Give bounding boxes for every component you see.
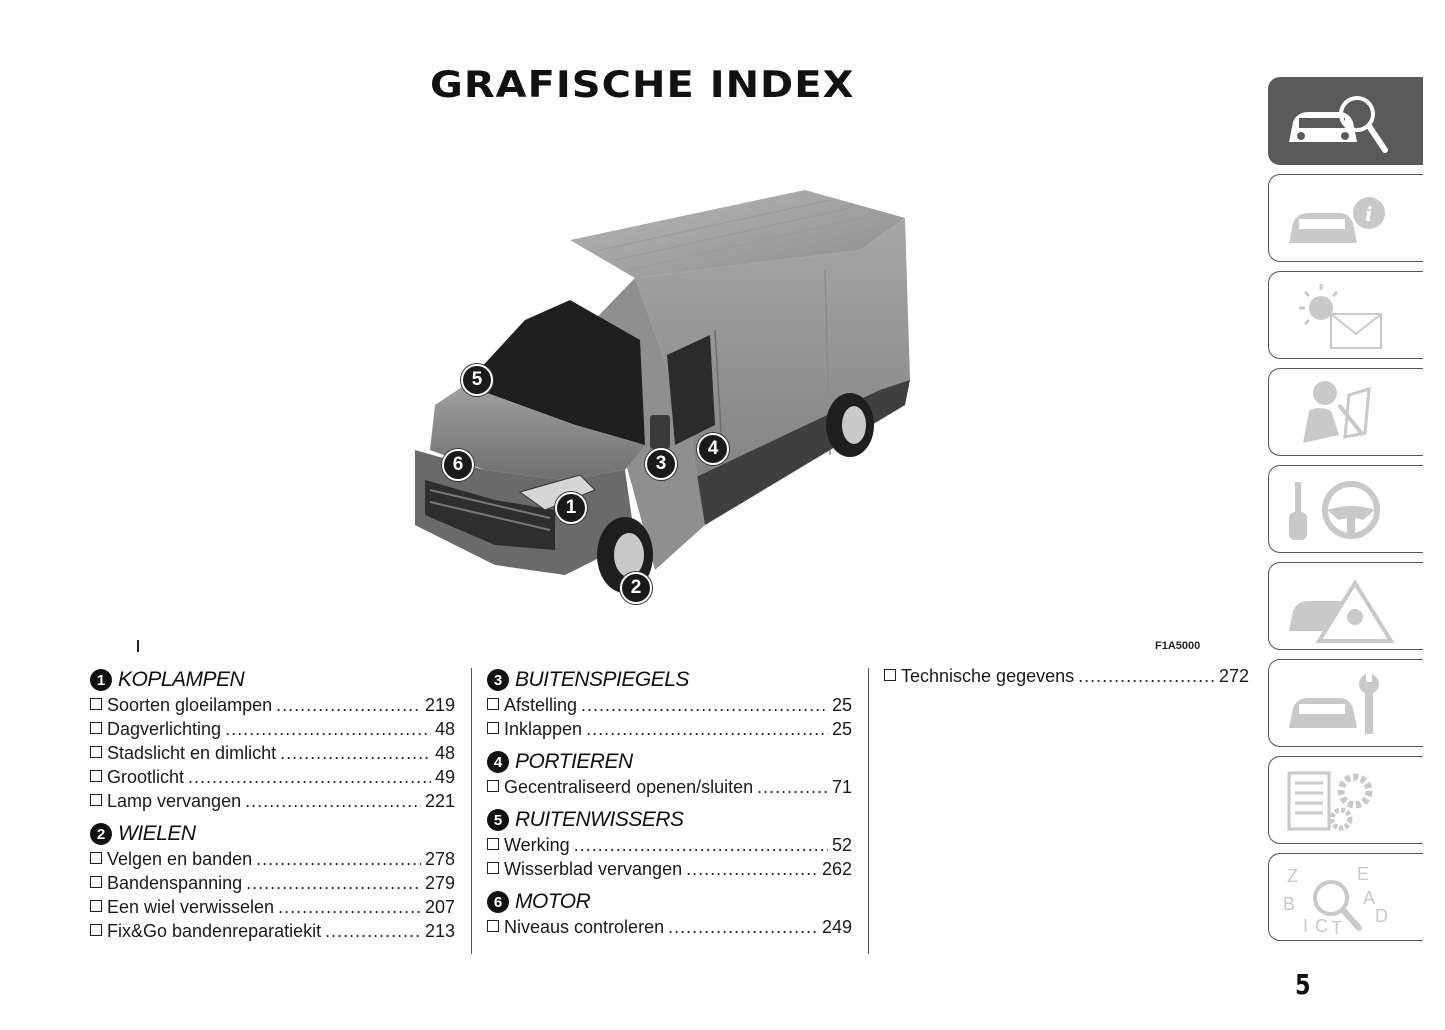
tab-warning-lights[interactable]: [1268, 271, 1423, 359]
entry-label: Inklappen: [504, 719, 583, 739]
section-title: PORTIEREN: [515, 750, 633, 773]
entry-label: Niveaus controleren: [504, 917, 665, 937]
column-divider: [868, 668, 869, 954]
index-entry[interactable]: [90, 849, 455, 873]
entry-page: 221: [424, 791, 455, 811]
entry-label: Een wiel verwisselen: [107, 897, 275, 917]
tab-safety[interactable]: [1268, 368, 1423, 456]
page-number: 5: [1294, 968, 1311, 1001]
key-steering-wheel-icon: [1279, 472, 1399, 548]
section-title: KOPLAMPEN: [118, 668, 245, 691]
entry-label: Dagverlichting: [107, 719, 222, 739]
warning-light-envelope-icon: [1279, 278, 1399, 354]
page-title: GRAFISCHE INDEX: [430, 63, 855, 107]
entry-page: 272: [1218, 666, 1249, 686]
section-number-badge: 1: [90, 669, 112, 691]
checkbox-icon: [90, 852, 102, 864]
index-entry[interactable]: [487, 835, 852, 859]
leader-dots: [325, 921, 421, 942]
entry-label: Gecentraliseerd openen/sluiten: [504, 777, 754, 797]
checkbox-icon: [487, 862, 499, 874]
checkbox-icon: [90, 900, 102, 912]
car-wrench-icon: [1279, 666, 1399, 742]
callout-5: 5: [461, 364, 493, 396]
checkbox-icon: [90, 722, 102, 734]
entry-page: 278: [424, 849, 455, 869]
leader-dots: [256, 849, 421, 870]
leader-dots: [276, 695, 421, 716]
entry-page: 219: [424, 695, 455, 715]
airbag-seat-icon: [1279, 375, 1399, 451]
callout-1: 1: [555, 492, 587, 524]
index-entry[interactable]: [90, 921, 455, 945]
entry-page: 25: [831, 719, 852, 739]
leader-dots: [1078, 666, 1215, 687]
index-entry[interactable]: [90, 719, 455, 743]
index-entry[interactable]: [487, 695, 852, 719]
index-entry[interactable]: [884, 666, 1249, 690]
index-entry[interactable]: [487, 719, 852, 743]
entry-label: Lamp vervangen: [107, 791, 242, 811]
index-column-1: [90, 664, 455, 945]
checkbox-icon: [90, 924, 102, 936]
index-entry[interactable]: [90, 743, 455, 767]
index-letter: Z: [1287, 866, 1298, 886]
leader-dots: [586, 719, 828, 740]
callout-2: 2: [620, 572, 652, 604]
entry-label: Fix&Go bandenreparatiekit: [107, 921, 322, 941]
leader-dots: [245, 791, 421, 812]
tab-vehicle-info[interactable]: [1268, 174, 1423, 262]
index-letter: D: [1375, 906, 1388, 926]
entry-label: Afstelling: [504, 695, 578, 715]
entry-label: Werking: [504, 835, 570, 855]
tab-technical-data[interactable]: [1268, 756, 1423, 844]
section-number-badge: 4: [487, 751, 509, 773]
entry-label: Wisserblad vervangen: [504, 859, 683, 879]
index-letter: A: [1363, 888, 1376, 908]
checkbox-icon: [90, 746, 102, 758]
entry-page: 213: [424, 921, 455, 941]
section-title: RUITENWISSERS: [515, 808, 684, 831]
tab-starting-driving[interactable]: [1268, 465, 1423, 553]
entry-page: 52: [831, 835, 852, 855]
leader-dots: [246, 873, 421, 894]
entry-label: Stadslicht en dimlicht: [107, 743, 277, 763]
index-entry[interactable]: [90, 873, 455, 897]
callout-4: 4: [697, 433, 729, 465]
tab-maintenance[interactable]: [1268, 659, 1423, 747]
entry-page: 207: [424, 897, 455, 917]
callout-6: 6: [442, 449, 474, 481]
section-title: WIELEN: [118, 822, 196, 845]
leader-dots: [278, 897, 421, 918]
entry-label: Soorten gloeilampen: [107, 695, 273, 715]
entry-label: Bandenspanning: [107, 873, 243, 893]
index-entry[interactable]: [90, 767, 455, 791]
entry-label: Velgen en banden: [107, 849, 253, 869]
leader-dots: [280, 743, 431, 764]
index-entry[interactable]: [487, 859, 852, 883]
checkbox-icon: [487, 698, 499, 710]
entry-page: 48: [434, 743, 455, 763]
column-divider: [471, 668, 472, 954]
section-number-badge: 3: [487, 669, 509, 691]
van-illustration: [405, 180, 920, 610]
section-number-badge: 5: [487, 809, 509, 831]
section-koplampen: [90, 665, 455, 695]
section-ruitenwissers: [487, 805, 852, 835]
checkbox-icon: [90, 794, 102, 806]
entry-label: Technische gegevens: [901, 666, 1075, 686]
index-letter: I: [1303, 916, 1309, 936]
index-entry[interactable]: [487, 917, 852, 941]
tab-emergency[interactable]: [1268, 562, 1423, 650]
checkbox-icon: [487, 722, 499, 734]
entry-label: Grootlicht: [107, 767, 185, 787]
checkbox-icon: [90, 770, 102, 782]
figure-code: F1A5000: [1155, 640, 1201, 652]
section-title: BUITENSPIEGELS: [515, 668, 689, 691]
index-entry[interactable]: [90, 791, 455, 815]
section-buitenspiegels: [487, 665, 852, 695]
index-letter: C: [1315, 916, 1328, 936]
leader-dots: [574, 835, 828, 856]
section-number-badge: 6: [487, 891, 509, 913]
section-motor: [487, 887, 852, 917]
checkbox-icon: [90, 876, 102, 888]
checkbox-icon: [487, 920, 499, 932]
car-warning-triangle-icon: [1279, 569, 1399, 645]
callout-3: 3: [645, 448, 677, 480]
leader-dots: [188, 767, 431, 788]
index-entry[interactable]: [487, 777, 852, 801]
alphabetical-index-icon: [1279, 860, 1399, 936]
index-letter: B: [1283, 894, 1296, 914]
car-info-icon: [1279, 181, 1399, 257]
checkbox-icon: [487, 838, 499, 850]
index-column-2: [487, 664, 852, 941]
index-letter: E: [1357, 864, 1370, 884]
svg-text:i: i: [1365, 202, 1373, 226]
entry-page: 262: [821, 859, 852, 879]
entry-page: 279: [424, 873, 455, 893]
checkbox-icon: [487, 780, 499, 792]
tab-graphic-index[interactable]: [1268, 77, 1423, 165]
car-magnifier-icon: [1279, 84, 1399, 160]
checkbox-icon: [90, 698, 102, 710]
entry-page: 48: [434, 719, 455, 739]
leader-dots: [225, 719, 431, 740]
figure-marker: [137, 640, 139, 652]
checkbox-icon: [884, 669, 896, 681]
index-entry[interactable]: [90, 695, 455, 719]
index-letter: T: [1331, 918, 1342, 936]
index-column-3: [884, 664, 1249, 690]
entry-page: 249: [821, 917, 852, 937]
section-portieren: [487, 747, 852, 777]
section-title: MOTOR: [515, 890, 591, 913]
section-wielen: [90, 819, 455, 849]
index-entry[interactable]: [90, 897, 455, 921]
section-number-badge: 2: [90, 823, 112, 845]
leader-dots: [686, 859, 818, 880]
entry-page: 71: [831, 777, 852, 797]
tab-alphabetical-index[interactable]: [1268, 853, 1423, 941]
entry-page: 25: [831, 695, 852, 715]
specs-gears-icon: [1279, 763, 1399, 839]
leader-dots: [757, 777, 828, 798]
entry-page: 49: [434, 767, 455, 787]
leader-dots: [668, 917, 818, 938]
leader-dots: [581, 695, 828, 716]
